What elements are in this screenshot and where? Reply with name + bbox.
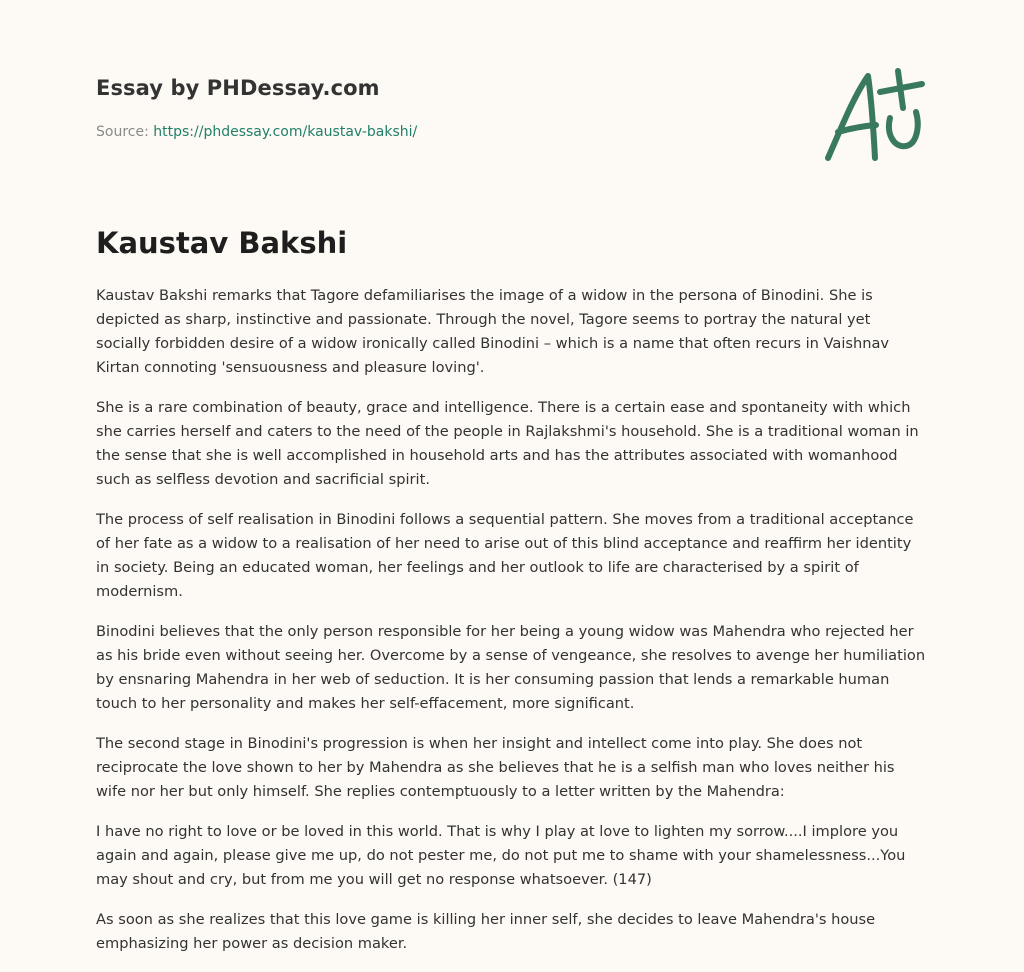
source-line: [96, 124, 417, 140]
essay-quote: I have no right to love or be loved in this world. That is why I play at love to lighten my sorrow....I implore you again and again, please give me up, do not pester me, do not put me to shame with your shamelessness...You may shout and cry, but from me you will get no response whatsoever. (147): [96, 823, 906, 888]
essay-paragraph: She is a rare combination of beauty, grace and intelligence. There is a certain ease and spontaneity with which she carries herself and caters to the need of the people in Rajlakshmi's household. She is a traditional woman in the sense that she is well accomplished in household arts and has the attributes associated with womanhood such as selfless devotion and sacrificial spirit.: [96, 399, 919, 488]
essay-paragraph: Binodini believes that the only person responsible for her being a young widow was Mahendra who rejected her as his bride even without seeing her. Overcome by a sense of vengeance, she resolves to avenge her humiliation by ensnaring Mahendra in her web of seduction. It is her consuming passion that lends a remarkable human touch to her personality and makes her self-effacement, more significant.: [96, 623, 926, 712]
source-label: Source:: [96, 124, 149, 140]
source-link[interactable]: https://phdessay.com/kaustav-bakshi/: [153, 124, 418, 140]
essay-body: [96, 284, 928, 972]
brand-title: Essay by PHDessay.com: [96, 76, 380, 100]
essay-title: Kaustav Bakshi: [96, 226, 348, 260]
essay-paragraph: The process of self realisation in Binodini follows a sequential pattern. She moves from a traditional acceptance of her fate as a widow to a realisation of her need to arise out of this blind acceptance and reaffirm her identity in society. Being an educated woman, her feelings and her outlook to life are characterised by a spirit of modernism.: [96, 511, 914, 600]
essay-paragraph: Kaustav Bakshi remarks that Tagore defamiliarises the image of a widow in the persona of Binodini. She is depicted as sharp, instinctive and passionate. Through the novel, Tagore seems to portray the natural yet socially forbidden desire of a widow ironically called Binodini – which is a name that often recurs in Vaishnav Kirtan connoting 'sensuousness and pleasure loving'.: [96, 287, 890, 376]
essay-paragraph: As soon as she realizes that this love game is killing her inner self, she decides to leave Mahendra's house emphasizing her power as decision maker.: [96, 911, 876, 952]
a-plus-grade-icon: [818, 66, 930, 166]
essay-paragraph: The second stage in Binodini's progression is when her insight and intellect come into play. She does not reciprocate the love shown to her by Mahendra as she believes that he is a selfish man who loves neither his wife nor her but only himself. She replies contemptuously to a letter written by the Mahendra:: [96, 735, 895, 800]
